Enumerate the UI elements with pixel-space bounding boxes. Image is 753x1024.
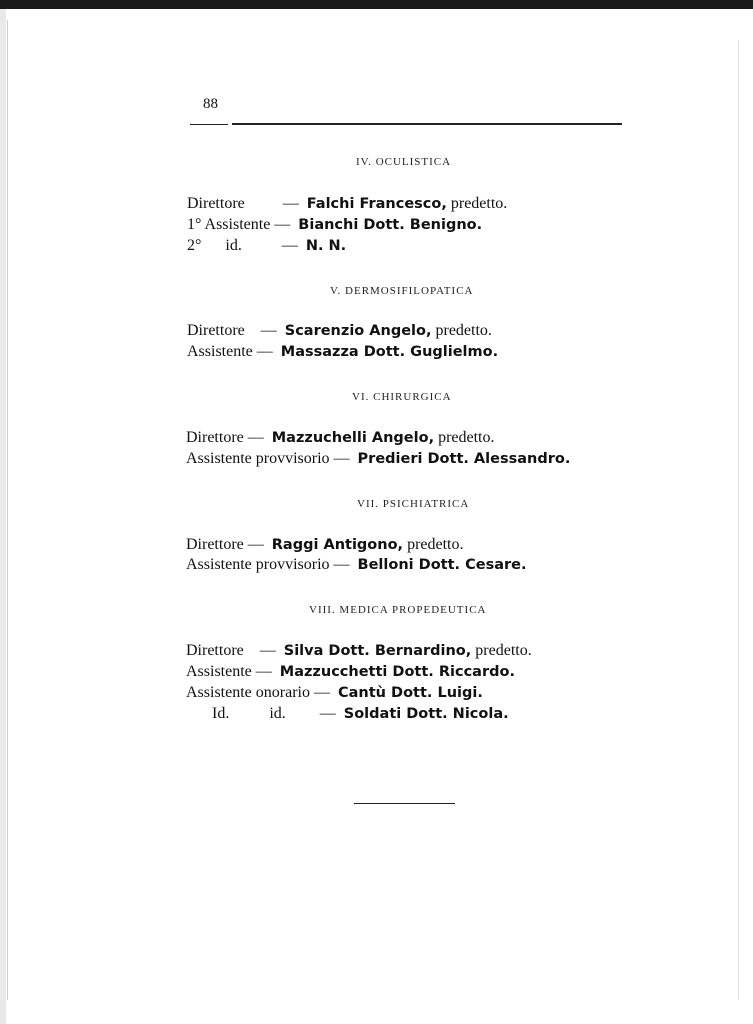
section-heading-dermosifilopatica: V. DERMOSIFILOPATICA <box>330 285 474 297</box>
entry-dash: — <box>281 237 298 254</box>
entry-suffix: predetto. <box>438 429 495 446</box>
entry-row <box>187 343 498 361</box>
entry-dash: — <box>333 450 350 467</box>
entry-row <box>186 450 570 468</box>
entry-name: Scarenzio Angelo, <box>284 323 432 339</box>
entry-role: Direttore <box>186 642 244 659</box>
entry-dash: — <box>274 216 291 233</box>
scan-right-line <box>738 40 739 1000</box>
entry-role: Direttore <box>186 429 244 446</box>
entry-dash: — <box>260 322 277 339</box>
entry-row <box>186 556 526 574</box>
entry-name: Mazzucchetti Dott. Riccardo. <box>279 664 515 680</box>
entry-row <box>186 536 463 554</box>
entry-dash: — <box>256 343 273 360</box>
entry-name: Predieri Dott. Alessandro. <box>357 451 571 467</box>
entry-dash: — <box>313 684 330 701</box>
entry-dash: — <box>333 556 350 573</box>
entry-row <box>186 663 515 681</box>
entry-name: Silva Dott. Bernardino, <box>283 643 472 659</box>
entry-role: Id. id. <box>212 705 286 722</box>
entry-name: Falchi Francesco, <box>306 196 447 212</box>
page-number: 88 <box>203 96 218 112</box>
entry-suffix: predetto. <box>450 195 508 212</box>
entry-dash: — <box>259 642 276 659</box>
entry-name: Bianchi Dott. Benigno. <box>298 217 483 233</box>
scan-top-edge <box>0 0 753 9</box>
entry-suffix: predetto. <box>435 322 492 339</box>
entry-row <box>186 429 495 447</box>
entry-role: Assistente <box>186 663 252 680</box>
section-heading-medica-propedeutica: VIII. MEDICA PROPEDEUTICA <box>309 604 487 616</box>
scan-left-edge <box>0 9 6 1024</box>
entry-name: N. N. <box>305 238 347 254</box>
entry-name: Belloni Dott. Cesare. <box>357 557 527 573</box>
entry-suffix: predetto. <box>475 642 532 659</box>
entry-name: Mazzuchelli Angelo, <box>271 430 435 446</box>
scan-binding-line <box>7 20 8 1000</box>
section-heading-oculistica: IV. OCULISTICA <box>356 156 452 168</box>
entry-row <box>187 322 492 340</box>
entry-suffix: predetto. <box>407 536 464 553</box>
entry-role: Assistente <box>187 343 253 360</box>
entry-name: Massazza Dott. Guglielmo. <box>280 344 499 360</box>
entry-row <box>186 642 532 660</box>
entry-row <box>212 705 509 723</box>
entry-dash: — <box>247 536 264 553</box>
end-rule <box>354 803 455 804</box>
header-rule-long <box>232 123 622 125</box>
entry-role: Assistente provvisorio <box>186 450 330 467</box>
entry-dash: — <box>319 705 336 722</box>
entry-role: Assistente onorario <box>186 684 310 701</box>
entry-role: Direttore <box>187 322 245 339</box>
entry-role: Direttore <box>187 195 245 212</box>
entry-row <box>187 216 482 234</box>
entry-dash: — <box>247 429 264 446</box>
entry-role: 2° id. <box>187 237 242 254</box>
entry-name: Cantù Dott. Luigi. <box>337 685 483 701</box>
header-rule-short <box>190 124 228 125</box>
entry-row <box>186 684 483 702</box>
entry-row <box>187 237 346 255</box>
entry-dash: — <box>255 663 272 680</box>
entry-role: Direttore <box>186 536 244 553</box>
entry-role: Assistente provvisorio <box>186 556 330 573</box>
entry-role: 1° Assistente <box>187 216 271 233</box>
entry-row <box>187 195 507 213</box>
entry-name: Raggi Antigono, <box>271 537 404 553</box>
entry-name: Soldati Dott. Nicola. <box>343 706 509 722</box>
entry-dash: — <box>282 195 299 212</box>
section-heading-psichiatrica: VII. PSICHIATRICA <box>357 498 470 510</box>
section-heading-chirurgica: VI. CHIRURGICA <box>352 391 452 403</box>
